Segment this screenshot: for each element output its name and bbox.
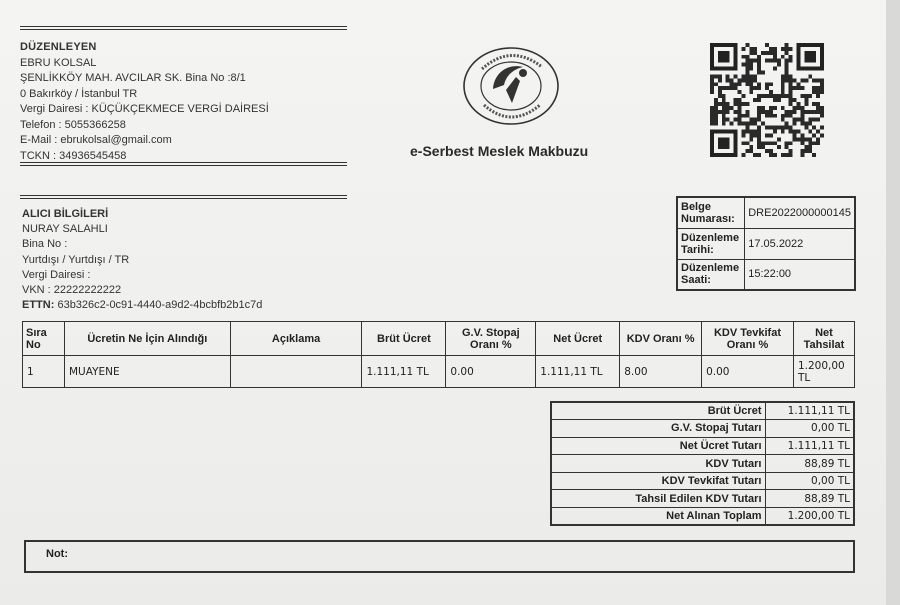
ministry-seal-icon (460, 45, 562, 127)
cell-description (230, 356, 362, 388)
col-header-gross: Brüt Ücret (362, 322, 446, 356)
buyer-vkn: VKN : 22222222222 (22, 284, 122, 297)
buyer-block (22, 207, 262, 313)
col-header-purpose: Ücretin Ne İçin Alındığı (64, 322, 230, 356)
issuer-address-line2: 0 Bakırköy / İstanbul TR (20, 87, 138, 100)
buyer-ettn (22, 298, 262, 313)
issuer-phone: Telefon : 5055366258 (20, 118, 126, 131)
col-header-withholding-rate: G.V. Stopaj Oranı % (446, 322, 536, 356)
buyer-location: Yurtdışı / Yurtdışı / TR (22, 253, 130, 266)
meta-value: 15:22:00 (745, 259, 855, 290)
meta-row (677, 259, 855, 290)
total-value: 88,89 TL (765, 490, 854, 508)
total-value: 0,00 TL (765, 420, 854, 438)
total-label: Net Ücret Tutarı (551, 437, 765, 455)
issuer-top-rule (20, 26, 347, 30)
total-label: G.V. Stopaj Tutarı (551, 420, 765, 438)
total-label: Net Alınan Toplam (551, 508, 765, 526)
totals-row (551, 472, 854, 490)
issuer-email: E-Mail : ebrukolsal@gmail.com (20, 134, 172, 146)
issuer-block (20, 40, 269, 164)
totals-row (551, 508, 854, 526)
cell-vat-rate: 8.00 (620, 356, 702, 388)
col-header-net-collection: Net Tahsilat (793, 322, 854, 356)
total-value: 0,00 TL (765, 472, 854, 490)
meta-value: 17.05.2022 (745, 228, 855, 259)
issuer-tckn: TCKN : 34936545458 (20, 149, 127, 162)
qr-code-icon (710, 42, 824, 158)
cell-purpose: MUAYENE (64, 356, 230, 388)
meta-row (677, 197, 855, 228)
total-value: 1.200,00 TL (765, 508, 854, 526)
col-header-net: Net Ücret (536, 322, 620, 356)
col-header-no: Sıra No (23, 322, 65, 356)
ettn-value: 63b326c2-0c91-4440-a9d2-4bcbfb2b1c7d (57, 299, 263, 312)
cell-net-collection: 1.200,00 TL (793, 356, 854, 388)
col-header-vat-rate: KDV Oranı % (620, 322, 702, 356)
ettn-label: ETTN: (22, 299, 55, 312)
totals-row (551, 455, 854, 473)
page-edge (886, 0, 900, 605)
items-header-row (23, 322, 855, 356)
note-box (24, 540, 855, 573)
cell-gross: 1.111,11 TL (362, 356, 446, 388)
totals-table (550, 401, 855, 526)
cell-withholding-rate: 0.00 (446, 356, 536, 388)
buyer-name: NURAY SALAHLI (22, 223, 108, 236)
total-label: KDV Tutarı (551, 455, 765, 473)
buyer-heading: ALICI BİLGİLERİ (22, 208, 109, 220)
meta-label: Belge Numarası: (677, 197, 745, 228)
meta-value: DRE2022000000145 (745, 197, 855, 228)
total-value: 1.111,11 TL (765, 437, 854, 455)
cell-vat-withholding-rate: 0.00 (702, 356, 794, 388)
issuer-heading: DÜZENLEYEN (20, 41, 97, 53)
meta-row (677, 228, 855, 259)
cell-net: 1.111,11 TL (536, 356, 620, 388)
note-label: Not: (46, 548, 68, 560)
issuer-tax-office: Vergi Dairesi : KÜÇÜKÇEKMECE VERGİ DAİRESİ (20, 103, 269, 115)
meta-label: Düzenleme Tarihi: (677, 228, 745, 259)
cell-no: 1 (23, 356, 65, 388)
total-label: Brüt Ücret (551, 402, 765, 420)
total-value: 88,89 TL (765, 455, 854, 473)
items-table (22, 321, 855, 388)
total-value: 1.111,11 TL (765, 402, 854, 420)
col-header-description: Açıklama (230, 322, 362, 356)
totals-row (551, 490, 854, 508)
issuer-name: EBRU KOLSAL (20, 56, 97, 69)
buyer-top-rule (20, 195, 347, 199)
totals-row (551, 420, 854, 438)
col-header-vat-withholding-rate: KDV Tevkifat Oranı % (702, 322, 794, 356)
totals-row (551, 437, 854, 455)
totals-row (551, 402, 854, 420)
total-label: KDV Tevkifat Tutarı (551, 472, 765, 490)
document-meta-table (676, 196, 856, 291)
document-title: e-Serbest Meslek Makbuzu (410, 143, 589, 159)
issuer-address-line1: ŞENLİKKÖY MAH. AVCILAR SK. Bina No :8/1 (20, 72, 246, 84)
buyer-building: Bina No : (22, 238, 68, 251)
total-label: Tahsil Edilen KDV Tutarı (551, 490, 765, 508)
buyer-tax-office: Vergi Dairesi : (22, 268, 91, 281)
table-row (23, 356, 855, 388)
meta-label: Düzenleme Saati: (677, 259, 745, 290)
